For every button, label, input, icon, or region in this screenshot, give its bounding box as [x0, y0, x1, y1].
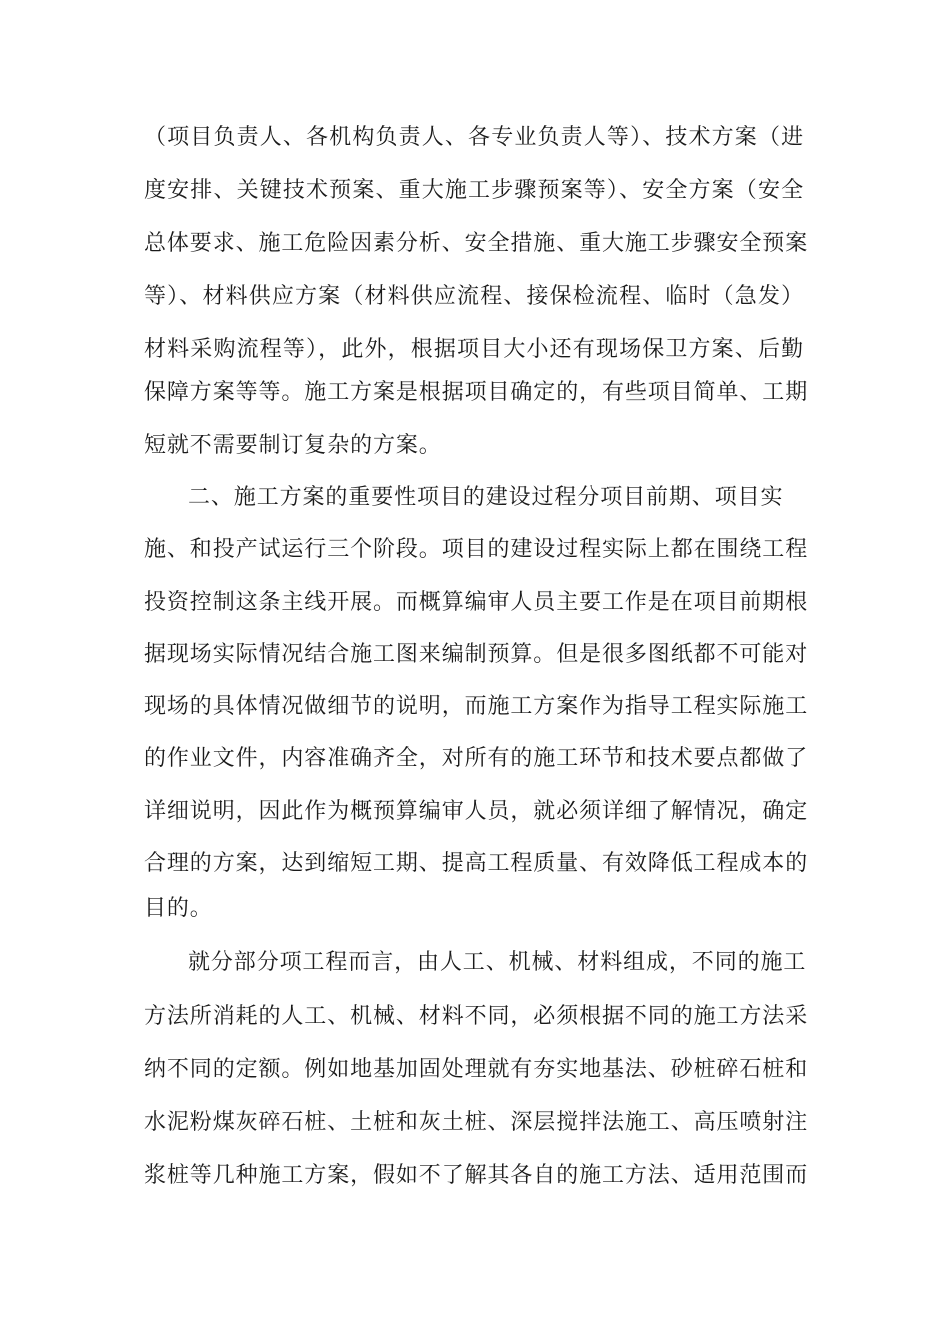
text-line: 合理的方案，达到缩短工期、提高工程质量、有效降低工程成本的	[144, 851, 809, 876]
text-line: 度安排、关键技术预案、重大施工步骤预案等）、安全方案（安全	[144, 178, 804, 203]
text-line: 纳不同的定额。例如地基加固处理就有夯实地基法、砂桩碎石桩和	[144, 1057, 809, 1082]
text-line: （项目负责人、各机构负责人、各专业负责人等）、技术方案（进	[144, 125, 804, 150]
text-line: 现场的具体情况做细节的说明，而施工方案作为指导工程实际施工	[144, 694, 809, 719]
text-line: 等）、材料供应方案（材料供应流程、接保检流程、临时（急发）	[144, 284, 804, 309]
text-line: 施、和投产试运行三个阶段。项目的建设过程实际上都在围绕工程	[144, 537, 809, 562]
text-line: 就分部分项工程而言，由人工、机械、材料组成，不同的施工	[188, 950, 807, 975]
text-line: 投资控制这条主线开展。而概算编审人员主要工作是在项目前期根	[144, 590, 809, 615]
text-line: 短就不需要制订复杂的方案。	[144, 433, 442, 458]
text-line: 目的。	[144, 896, 213, 921]
text-line: 据现场实际情况结合施工图来编制预算。但是很多图纸都不可能对	[144, 642, 809, 667]
text-line: 总体要求、施工危险因素分析、安全措施、重大施工步骤安全预案	[144, 231, 809, 256]
text-line: 水泥粉煤灰碎石桩、土桩和灰土桩、深层搅拌法施工、高压喷射注	[144, 1110, 809, 1135]
text-line: 材料采购流程等），此外，根据项目大小还有现场保卫方案、后勤	[144, 337, 804, 362]
text-line: 详细说明，因此作为概预算编审人员，就必须详细了解情况，确定	[144, 799, 809, 824]
text-line: 的作业文件，内容准确齐全，对所有的施工环节和技术要点都做了	[144, 746, 809, 771]
text-line: 二、施工方案的重要性项目的建设过程分项目前期、项目实	[188, 485, 784, 510]
text-line: 浆桩等几种施工方案，假如不了解其各自的施工方法、适用范围而	[144, 1163, 809, 1188]
text-line: 方法所消耗的人工、机械、材料不同，必须根据不同的施工方法采	[144, 1004, 809, 1029]
text-line: 保障方案等等。施工方案是根据项目确定的，有些项目简单、工期	[144, 380, 809, 405]
